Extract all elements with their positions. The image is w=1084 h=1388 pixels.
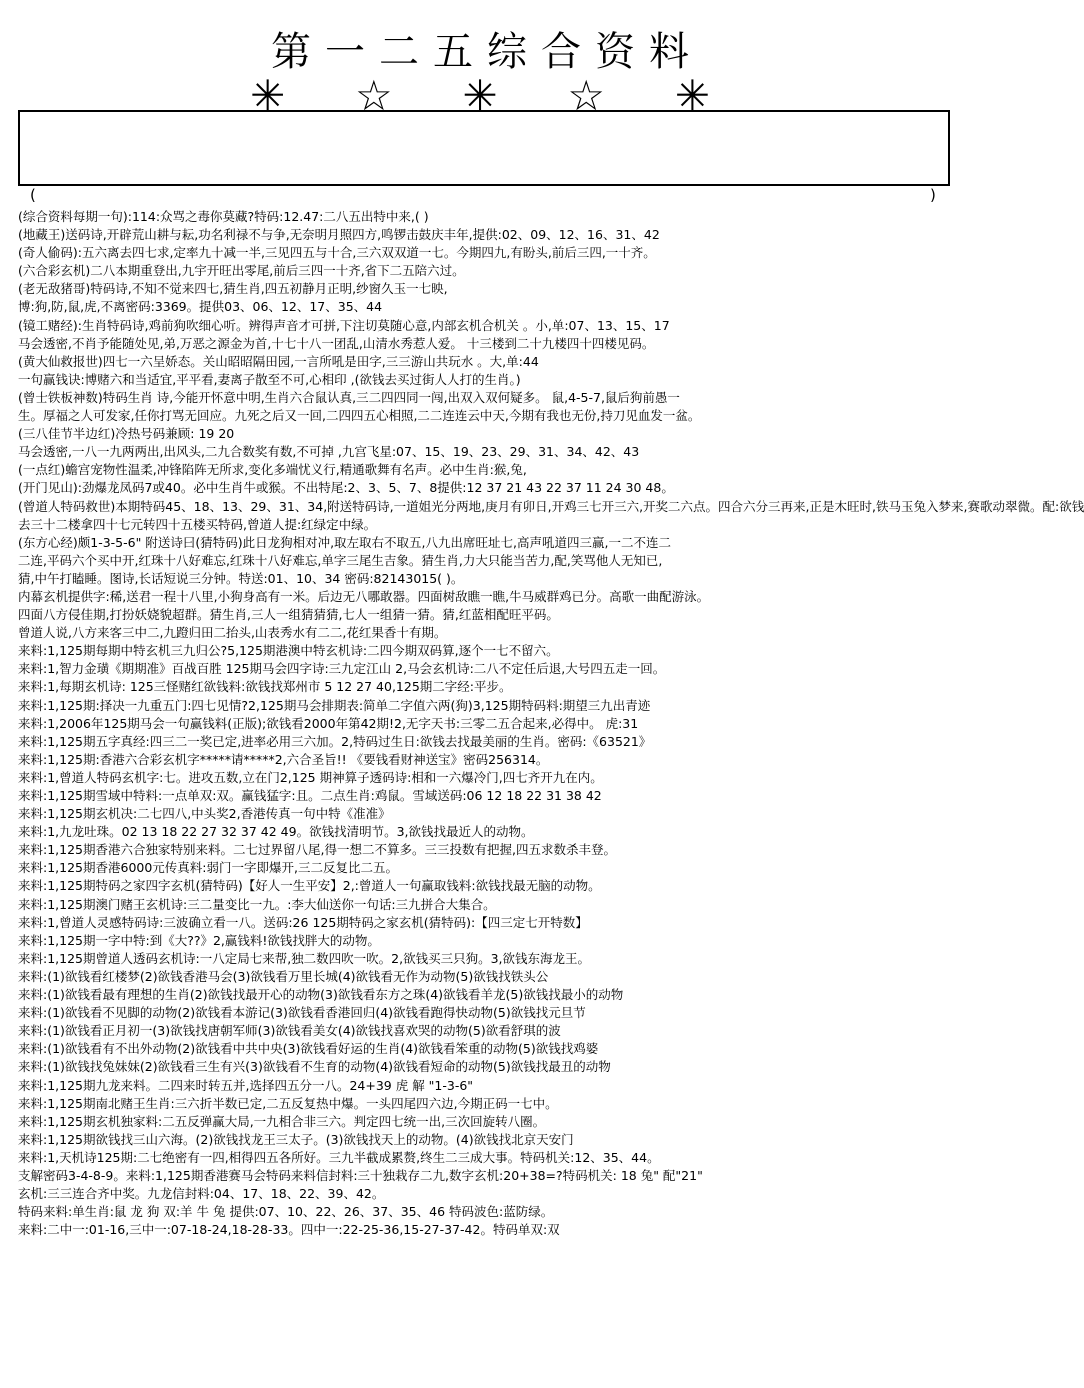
text-line: 来料:1,125期:择决一九重五门:四七见情?2,125期马会排期表:简单二字值六两(狗)3,125期特码料:期望三九出青迹 xyxy=(18,697,651,713)
text-line: (曾道人特码救世)本期特码45、18、13、29、31、34,附送特码诗,一道姐光分两地,庚月有卯日,开鸡三七开三六,开奖二六点。四合六分三再来,正是木旺时,铁马玉兔入梦来,赛歌动翠微。配:欲钱 xyxy=(18,498,1084,514)
text-line: 二连,平码六个买中开,红珠十八好难忘,红珠十八好难忘,单字三尾生吉象。猜生肖,力大只能当苦力,配,笑骂他人无知已, xyxy=(18,552,663,568)
text-line: 博:狗,防,鼠,虎,不离密码:3369。提供03、06、12、17、35、44 xyxy=(18,299,383,315)
text-line: (六合彩玄机)二八本期重登出,九宇开旺出零尾,前后三四一十齐,省下二五陪六过。 xyxy=(18,263,465,279)
text-line: (一点红)蟾宫宠物性温柔,冲锋陷阵无所求,变化多端忧义行,精通歌舞有名声。必中生肖:猴,兔, xyxy=(18,462,527,478)
text-line: (曾士铁板神数)特码生肖 诗,今能开怀意中明,生肖六合鼠认真,三二四四同一闯,出双入双何疑多。 鼠,4-5-7,鼠后狗前愚一 xyxy=(18,389,680,405)
text-line: 来料:1,125期玄机独家料:二五反弹赢大局,一九相合非三六。判定四七统一出,三次回旋转八圈。 xyxy=(18,1113,546,1129)
text-line: 来料:1,125期:香港六合彩玄机字*****请*****2,六合圣旨!! 《要钱看财神送宝》密码256314。 xyxy=(18,751,549,767)
text-line: 来料:1,125期欲钱找三山六海。(2)欲钱找龙王三太子。(3)欲钱找天上的动物。(4)欲钱找北京天安门 xyxy=(18,1131,574,1147)
text-line: 玄机:三三连合齐中奖。九龙信封料:04、17、18、22、39、42。 xyxy=(18,1186,385,1202)
text-line: 曾道人说,八方来客三中二,九蹬归田二抬头,山表秀水有二二,花红果香十有期。 xyxy=(18,625,447,641)
text-line: 来料:1,天机诗125期:二七绝密有一四,相得四五各所好。三九半截成累赘,终生二三成大事。特码机关:12、35、44。 xyxy=(18,1149,660,1165)
text-line: 来料:1,125期特码之家四字玄机(猜特码)【好人一生平安】2,:曾道人一句赢取钱料:欲钱找最无脑的动物。 xyxy=(18,878,601,894)
text-lines xyxy=(18,208,1084,1239)
text-line: 来料:1,125期每期中特玄机三九归公?5,125期港澳中特玄机诗:二四今期双码算,逐个一七不留六。 xyxy=(18,643,559,659)
asterisk-icon: ✳ xyxy=(462,71,498,120)
text-line: (黄大仙救报世)四七一六呈娇态。关山昭昭隔田园,一言所吼是田字,三三游山共玩水 。大,单:44 xyxy=(18,353,539,369)
text-line: 来料:(1)欲钱看有不出外动物(2)欲钱看中共中央(3)欲钱看好运的生肖(4)欲钱看笨重的动物(5)欲钱找鸡婆 xyxy=(18,1041,599,1057)
text-line: (综合资料每期一句):114:众骂之毒你莫藏?特码:12.47:二八五出特中来,( ) xyxy=(18,209,429,224)
box-left-paren: ( xyxy=(30,186,36,204)
text-line: 来料:二中一:01-16,三中一:07-18-24,18-28-33。四中一:22-25-36,15-27-37-42。特码单双:双 xyxy=(18,1222,560,1238)
text-line: (镜工赌经):生肖特码诗,鸡前狗吹细心听。辨得声音才可拼,下注切莫随心意,内部玄机合机关 。小,单:07、13、15、17 xyxy=(18,317,670,333)
text-line: 来料:1,125期南北赌王生肖:三六折半数已定,二五反复热中爆。一头四尾四六边,今期正码一七中。 xyxy=(18,1095,558,1111)
text-line: 来料:1,九龙吐珠。02 13 18 22 27 32 37 42 49。欲钱找清明节。3,欲钱找最近人的动物。 xyxy=(18,824,534,840)
text-line: (老无敌猪哥)特码诗,不知不觉来四七,猜生肖,四五初静月正明,纱窗久玉一七映, xyxy=(18,281,448,297)
text-line: 猜,中午打瞌睡。图诗,长话短说三分钟。特送:01、10、34 密码:82143015( )。 xyxy=(18,570,464,586)
text-line: 内幕玄机提供字:稀,送君一程十八里,小狗身高有一米。后边无八哪敢器。四面树敌瞧一瞧,牛马威群鸡已分。高歌一曲配游泳。 xyxy=(18,588,710,604)
text-line: 来料:(1)欲钱找兔妹妹(2)欲钱看三生有兴(3)欲钱看不生育的动物(4)欲钱看短命的动物(5)欲钱找最丑的动物 xyxy=(18,1059,611,1075)
text-line: 来料:1,智力金璜《期期准》百战百胜 125期马会四字诗:三九定江山 2,马会玄机诗:二八不定任后退,大号四五走一回。 xyxy=(18,661,666,677)
star-outline-icon: ☆ xyxy=(354,71,393,120)
asterisk-icon: ✳ xyxy=(674,71,710,120)
text-line: 来料:1,125期曾道人透码玄机诗:一八定局七来帮,独二数四吹一吹。2,欲钱买三只狗。3,欲钱东海龙王。 xyxy=(18,950,591,966)
text-line: 马会透密,一八一九两两出,出风头,二九合数奖有数,不可掉 ,九宫飞星:07、15、19、23、29、31、34、42、43 xyxy=(18,444,640,460)
text-line: 来料:1,曾道人特码玄机字:七。进攻五数,立在门2,125 期神算子透码诗:相和一六爆冷门,四七齐开九在内。 xyxy=(18,769,603,785)
box-right-paren: ) xyxy=(930,186,936,204)
text-line: 来料:1,125期一字中特:到《大??》2,赢钱料!欲钱找胖大的动物。 xyxy=(18,932,380,948)
text-line: 支解密码3-4-8-9。来料:1,125期香港赛马会特码来料信封料:三十独栽存二九,数字玄机:20+38=?特码机关: 18 兔" 配"21" xyxy=(18,1167,703,1183)
page-title: 第一二五综合资料 xyxy=(271,29,703,75)
text-line: 来料:1,125期香港六合独家特别来料。二七过界留八尾,得一想二不算多。三三投数有把握,四五求数杀丰登。 xyxy=(18,842,616,858)
text-line: 来料:1,每期玄机诗: 125三怪赌红欲钱料:欲钱找郑州市 5 12 27 40,125期二字经:平步。 xyxy=(18,679,512,695)
text-line: 来料:1,2006年125期马会一句赢钱料(正版);欲钱看2000年第42期!2,无字天书:三零二五合起来,必得中。 虎:31 xyxy=(18,715,639,731)
text-line: 来料:(1)欲钱看红楼梦(2)欲钱香港马会(3)欲钱看万里长城(4)欲钱看无作为动物(5)欲钱找铁头公 xyxy=(18,968,549,984)
text-line: (奇人偷码):五六离去四七求,定率九十减一半,三见四五与十合,三六双双道一七。今期四九,有盼头,前后三四,一十齐。 xyxy=(18,245,656,261)
text-line: 来料:1,曾道人灵感特码诗:三波确立看一八。送码:26 125期特码之家玄机(猜特码):【四三定七开特数】 xyxy=(18,914,588,930)
text-line: 来料:(1)欲钱看正月初一(3)欲钱找唐朝军师(3)欲钱看美女(4)欲钱找喜欢哭的动物(5)欲看舒琪的波 xyxy=(18,1023,561,1039)
text-line: (三八佳节半边红)冷热号码兼顾: 19 20 xyxy=(18,426,235,442)
text-line: 来料:1,125期香港6000元传真料:弱门一字即爆开,三二反复比二五。 xyxy=(18,860,398,876)
text-line: 四面八方侵佳期,打扮妖娆貌超群。猜生肖,三人一组猜猜猜,七人一组猜一猜。猜,红蓝相配旺平码。 xyxy=(18,607,559,623)
text-line: 来料:1,125期澳门赌王玄机诗:三二量变比一九。:李大仙送你一句话:三九拼合大集合。 xyxy=(18,896,496,912)
text-line: (开门见山):劲爆龙凤码7或40。必中生肖牛或猴。不出特尾:2、3、5、7、8提供:12 37 21 43 22 37 11 24 30 48。 xyxy=(18,480,674,496)
text-line: 来料:(1)欲钱看不见脚的动物(2)欲钱看本游记(3)欲钱看香港回归(4)欲钱看跑得快动物(5)欲钱找元旦节 xyxy=(18,1005,586,1021)
text-line: 生。厚福之人可发家,任你打骂无回应。九死之后又一回,二四四五心相照,二二连连云中天,今期有我也无份,持刀见血发一盆。 xyxy=(18,408,701,424)
text-line: (东方心经)颇1-3-5-6" 附送诗曰(猜特码)此日龙狗相对冲,取左取右不取五,八九出席旺址七,高声吼道四三赢,一二不连二 xyxy=(18,534,671,550)
text-line: 来料:1,125期五字真经:四三二一奖已定,进率必用三六加。2,特码过生日:欲钱去找最美丽的生肖。密码:《63521》 xyxy=(18,733,652,749)
text-line: 去三十二楼拿四十七元转四十五楼买特码,曾道人提:红绿定中绿。 xyxy=(18,516,377,532)
text-line: 一句赢钱诀:博赌六和当适宜,平平看,妻离子散至不可,心相印 ,(欲钱去买过街人人打的生肖。) xyxy=(18,371,521,387)
text-line: 马会透密,不肖予能随处见,弟,万恶之源金为首,十七十八一团乱,山清水秀惹人爱。 十三楼到二十九楼四十四楼见码。 xyxy=(18,335,655,351)
star-outline-icon: ☆ xyxy=(567,71,606,120)
text-line: (地藏王)送码诗,开辟荒山耕与耘,功名利禄不与争,无奈明月照四方,鸣锣击鼓庆丰年,提供:02、09、12、16、31、42 xyxy=(18,227,660,243)
blank-box xyxy=(18,110,950,186)
text-line: 来料:(1)欲钱看最有理想的生肖(2)欲钱找最开心的动物(3)欲钱看东方之珠(4)欲钱看羊龙(5)欲钱找最小的动物 xyxy=(18,987,624,1003)
asterisk-icon: ✳ xyxy=(250,71,286,120)
text-line: 来料:1,125期玄机决:二七四八,中头奖2,香港传真一句中特《准准》 xyxy=(18,806,391,822)
text-line: 来料:1,125期九龙来料。二四来时转五并,选择四五分一八。24+39 虎 解 "1-3-6" xyxy=(18,1077,474,1093)
text-line: 来料:1,125期雪域中特料:一点单双:双。赢钱猛字:且。二点生肖:鸡鼠。雪域送码:06 12 18 22 31 38 42 xyxy=(18,788,602,803)
text-line: 特码来料:单生肖:鼠 龙 狗 双:羊 牛 兔 提供:07、10、22、26、37、35、46 特码波色:蓝防绿。 xyxy=(18,1204,554,1220)
